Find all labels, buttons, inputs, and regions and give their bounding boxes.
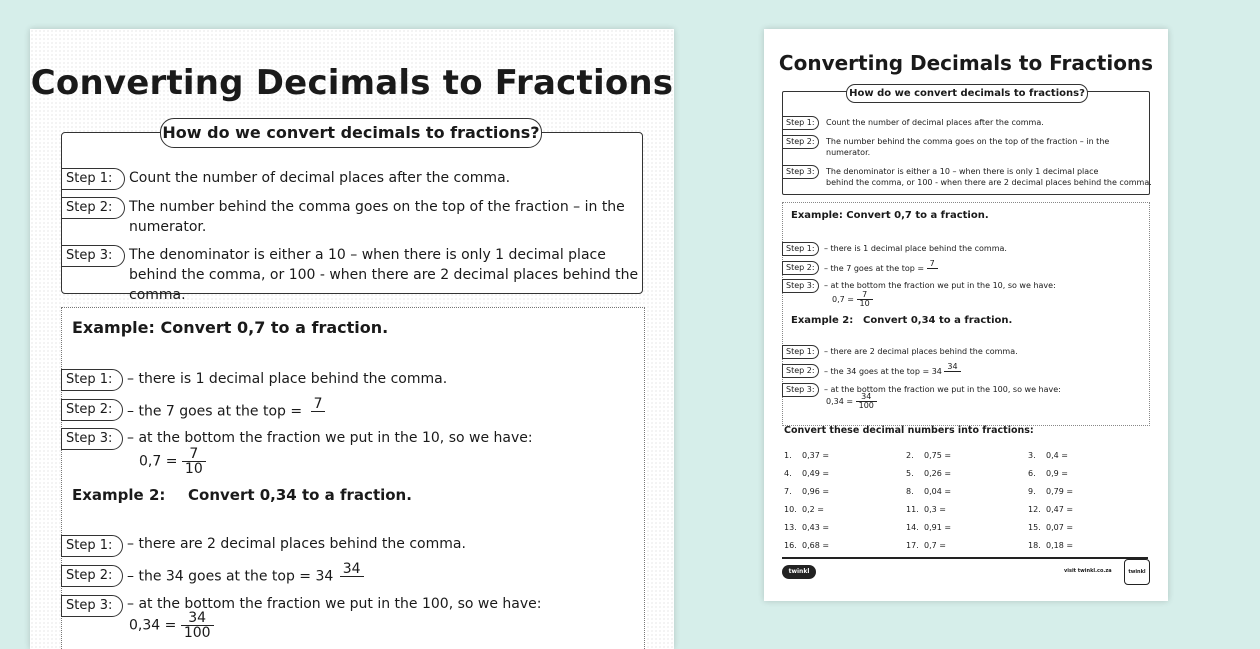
step-2-label: Step 2: [61, 197, 125, 219]
exercise-question: 0,43 = [802, 523, 830, 532]
exercise-number: 16. [784, 541, 797, 550]
small-title: Converting Decimals to Fractions [778, 51, 1154, 75]
small-ex1-fraction [857, 291, 873, 308]
exercise-number: 7. [784, 487, 792, 496]
worksheet-preview-large [30, 29, 674, 649]
footer-divider [782, 557, 1148, 559]
exercise-number: 11. [906, 505, 919, 514]
small-ex1-s1-label: Step 1: [782, 242, 819, 256]
exercise-question: 0,49 = [802, 469, 830, 478]
small-ex1-s2-text: – the 7 goes at the top = [824, 264, 925, 273]
small-ex2-den: 100 [858, 401, 874, 410]
badge-icon: twinkl [1124, 559, 1150, 585]
exercise-question: 0,7 = [924, 541, 946, 550]
exercise-question: 0,18 = [1046, 541, 1074, 550]
small-ex1-num: 7 [857, 291, 873, 300]
exercise-question: 0,68 = [802, 541, 830, 550]
small-ex1-s1-text: – there is 1 decimal place behind the comma. [824, 244, 1007, 253]
example1-heading: Example: Convert 0,7 to a fraction. [72, 318, 389, 337]
small-ex2-s2-label: Step 2: [782, 364, 819, 378]
exercise-title: Convert these decimal numbers into fractions: [784, 425, 1034, 436]
exercise-number: 4. [784, 469, 792, 478]
exercise-number: 5. [906, 469, 914, 478]
ex2-step2-label: Step 2: [61, 565, 123, 587]
exercise-question: 0,4 = [1046, 451, 1068, 460]
ex2-step2-fraction [340, 562, 364, 591]
small-ex1-s2-num: 7 [927, 260, 938, 269]
small-ex2-s2-line [824, 363, 961, 380]
small-step-2-label: Step 2: [782, 135, 819, 149]
small-step-3-line2: behind the comma, or 100 - when there are 2 decimal places behind the comma. [826, 178, 1152, 187]
small-ex1-s3-text: – at the bottom the fraction we put in the 10, so we have: [824, 281, 1056, 290]
ex2-step3-label: Step 3: [61, 595, 123, 617]
small-step-3-line1: The denominator is either a 10 – when there is only 1 decimal place [826, 167, 1099, 176]
small-ex2-s2-text: – the 34 goes at the top = 34 [824, 367, 942, 376]
footer-url: visit twinkl.co.za [1064, 568, 1112, 574]
small-ex1-s2-line [824, 260, 938, 277]
small-ex2-s2-fraction [944, 363, 960, 380]
exercise-number: 13. [784, 523, 797, 532]
exercise-question: 0,96 = [802, 487, 830, 496]
exercise-number: 8. [906, 487, 914, 496]
ex2-step2-line [127, 562, 364, 591]
small-ex1-den: 10 [859, 299, 870, 308]
small-ex1-s2-label: Step 2: [782, 261, 819, 275]
small-ex2-s1-label: Step 1: [782, 345, 819, 359]
small-ex2-s3-text: – at the bottom the fraction we put in the 100, so we have: [824, 385, 1061, 394]
twinkl-logo: twinkl [782, 565, 816, 579]
step-3-text-line2: behind the comma, or 100 - when there are 2 decimal places behind the comma. [129, 267, 639, 303]
small-step-3-label: Step 3: [782, 165, 819, 179]
small-ex2-s2-num: 34 [944, 363, 960, 372]
small-ex2-fraction [856, 393, 877, 410]
ex1-step2-line [127, 397, 325, 426]
exercise-number: 2. [906, 451, 914, 460]
ex1-result [139, 447, 206, 476]
small-step-2-line1: The number behind the comma goes on the top of the fraction – in the [826, 137, 1110, 146]
exercise-number: 18. [1028, 541, 1041, 550]
step-3-label: Step 3: [61, 245, 125, 267]
ex1-step3-text: – at the bottom the fraction we put in the 10, so we have: [127, 430, 533, 446]
small-step-1-text: Count the number of decimal places after the comma. [826, 118, 1044, 127]
step-1-label: Step 1: [61, 168, 125, 190]
ex2-result [129, 611, 214, 640]
exercise-question: 0,47 = [1046, 505, 1074, 514]
step-1-text: Count the number of decimal places after the comma. [129, 170, 511, 186]
ex1-result-denominator: 10 [184, 461, 203, 477]
ex2-result-fraction [181, 611, 214, 640]
small-example2-heading-b: Convert 0,34 to a fraction. [863, 315, 1013, 326]
ex2-result-denominator: 100 [183, 625, 211, 641]
ex2-step3-text: – at the bottom the fraction we put in the 100, so we have: [127, 596, 542, 612]
example2-heading-b: Convert 0,34 to a fraction. [188, 486, 412, 504]
small-ex2-lhs: 0,34 = [826, 397, 854, 406]
exercise-number: 14. [906, 523, 919, 532]
ex1-step3-label: Step 3: [61, 428, 123, 450]
example2-heading-a: Example 2: [72, 486, 166, 504]
exercise-question: 0,2 = [802, 505, 824, 514]
step-2-text-line1: The number behind the comma goes on the top of the fraction – in the [129, 199, 625, 215]
exercise-number: 15. [1028, 523, 1041, 532]
small-ex2-s1-text: – there are 2 decimal places behind the comma. [824, 347, 1018, 356]
ex2-step2-numerator: 34 [340, 562, 364, 577]
ex1-step1-label: Step 1: [61, 369, 123, 391]
exercise-number: 17. [906, 541, 919, 550]
exercise-number: 1. [784, 451, 792, 460]
small-ex1-s3-label: Step 3: [782, 279, 819, 293]
step-3-text-line1: The denominator is either a 10 – when there is only 1 decimal place [129, 247, 606, 263]
ex1-result-numerator: 7 [182, 447, 206, 462]
ex1-result-lhs: 0,7 = [139, 453, 178, 470]
small-example1-heading: Example: Convert 0,7 to a fraction. [791, 210, 989, 221]
worksheet-title: Converting Decimals to Fractions [30, 63, 674, 103]
small-example2-heading-a: Example 2: [791, 315, 854, 326]
exercise-question: 0,07 = [1046, 523, 1074, 532]
exercise-number: 10. [784, 505, 797, 514]
exercise-number: 3. [1028, 451, 1036, 460]
ex1-step2-fraction [311, 397, 326, 426]
exercise-question: 0,9 = [1046, 469, 1068, 478]
exercise-number: 6. [1028, 469, 1036, 478]
ex2-result-numerator: 34 [181, 611, 214, 626]
ex1-step2-text: – the 7 goes at the top = [127, 403, 303, 420]
small-ex2-s3-label: Step 3: [782, 383, 819, 397]
exercise-question: 0,26 = [924, 469, 952, 478]
small-ex1-result [832, 291, 873, 308]
small-ex2-num: 34 [856, 393, 877, 402]
small-step-1-label: Step 1: [782, 116, 819, 130]
ex1-result-fraction [182, 447, 206, 476]
ex1-step2-label: Step 2: [61, 399, 123, 421]
exercise-question: 0,3 = [924, 505, 946, 514]
small-step-2-line2: numerator. [826, 148, 871, 157]
ex1-step2-numerator: 7 [311, 397, 326, 412]
exercise-question: 0,37 = [802, 451, 830, 460]
ex2-step1-label: Step 1: [61, 535, 123, 557]
step-2-text-line2: numerator. [129, 219, 207, 235]
small-ex2-result [826, 393, 877, 410]
how-to-title: How do we convert decimals to fractions? [160, 118, 542, 148]
small-ex1-lhs: 0,7 = [832, 295, 854, 304]
exercise-question: 0,75 = [924, 451, 952, 460]
ex2-result-lhs: 0,34 = [129, 617, 177, 634]
exercise-question: 0,04 = [924, 487, 952, 496]
ex2-step1-text: – there are 2 decimal places behind the comma. [127, 536, 466, 552]
ex1-step1-text: – there is 1 decimal place behind the comma. [127, 371, 448, 387]
exercise-question: 0,79 = [1046, 487, 1074, 496]
exercise-number: 12. [1028, 505, 1041, 514]
ex2-step2-text: – the 34 goes at the top = 34 [127, 568, 334, 585]
small-how-to-title: How do we convert decimals to fractions? [846, 84, 1088, 103]
exercise-number: 9. [1028, 487, 1036, 496]
exercise-question: 0,91 = [924, 523, 952, 532]
small-ex1-s2-fraction [927, 260, 938, 277]
worksheet-preview-small [764, 29, 1168, 601]
